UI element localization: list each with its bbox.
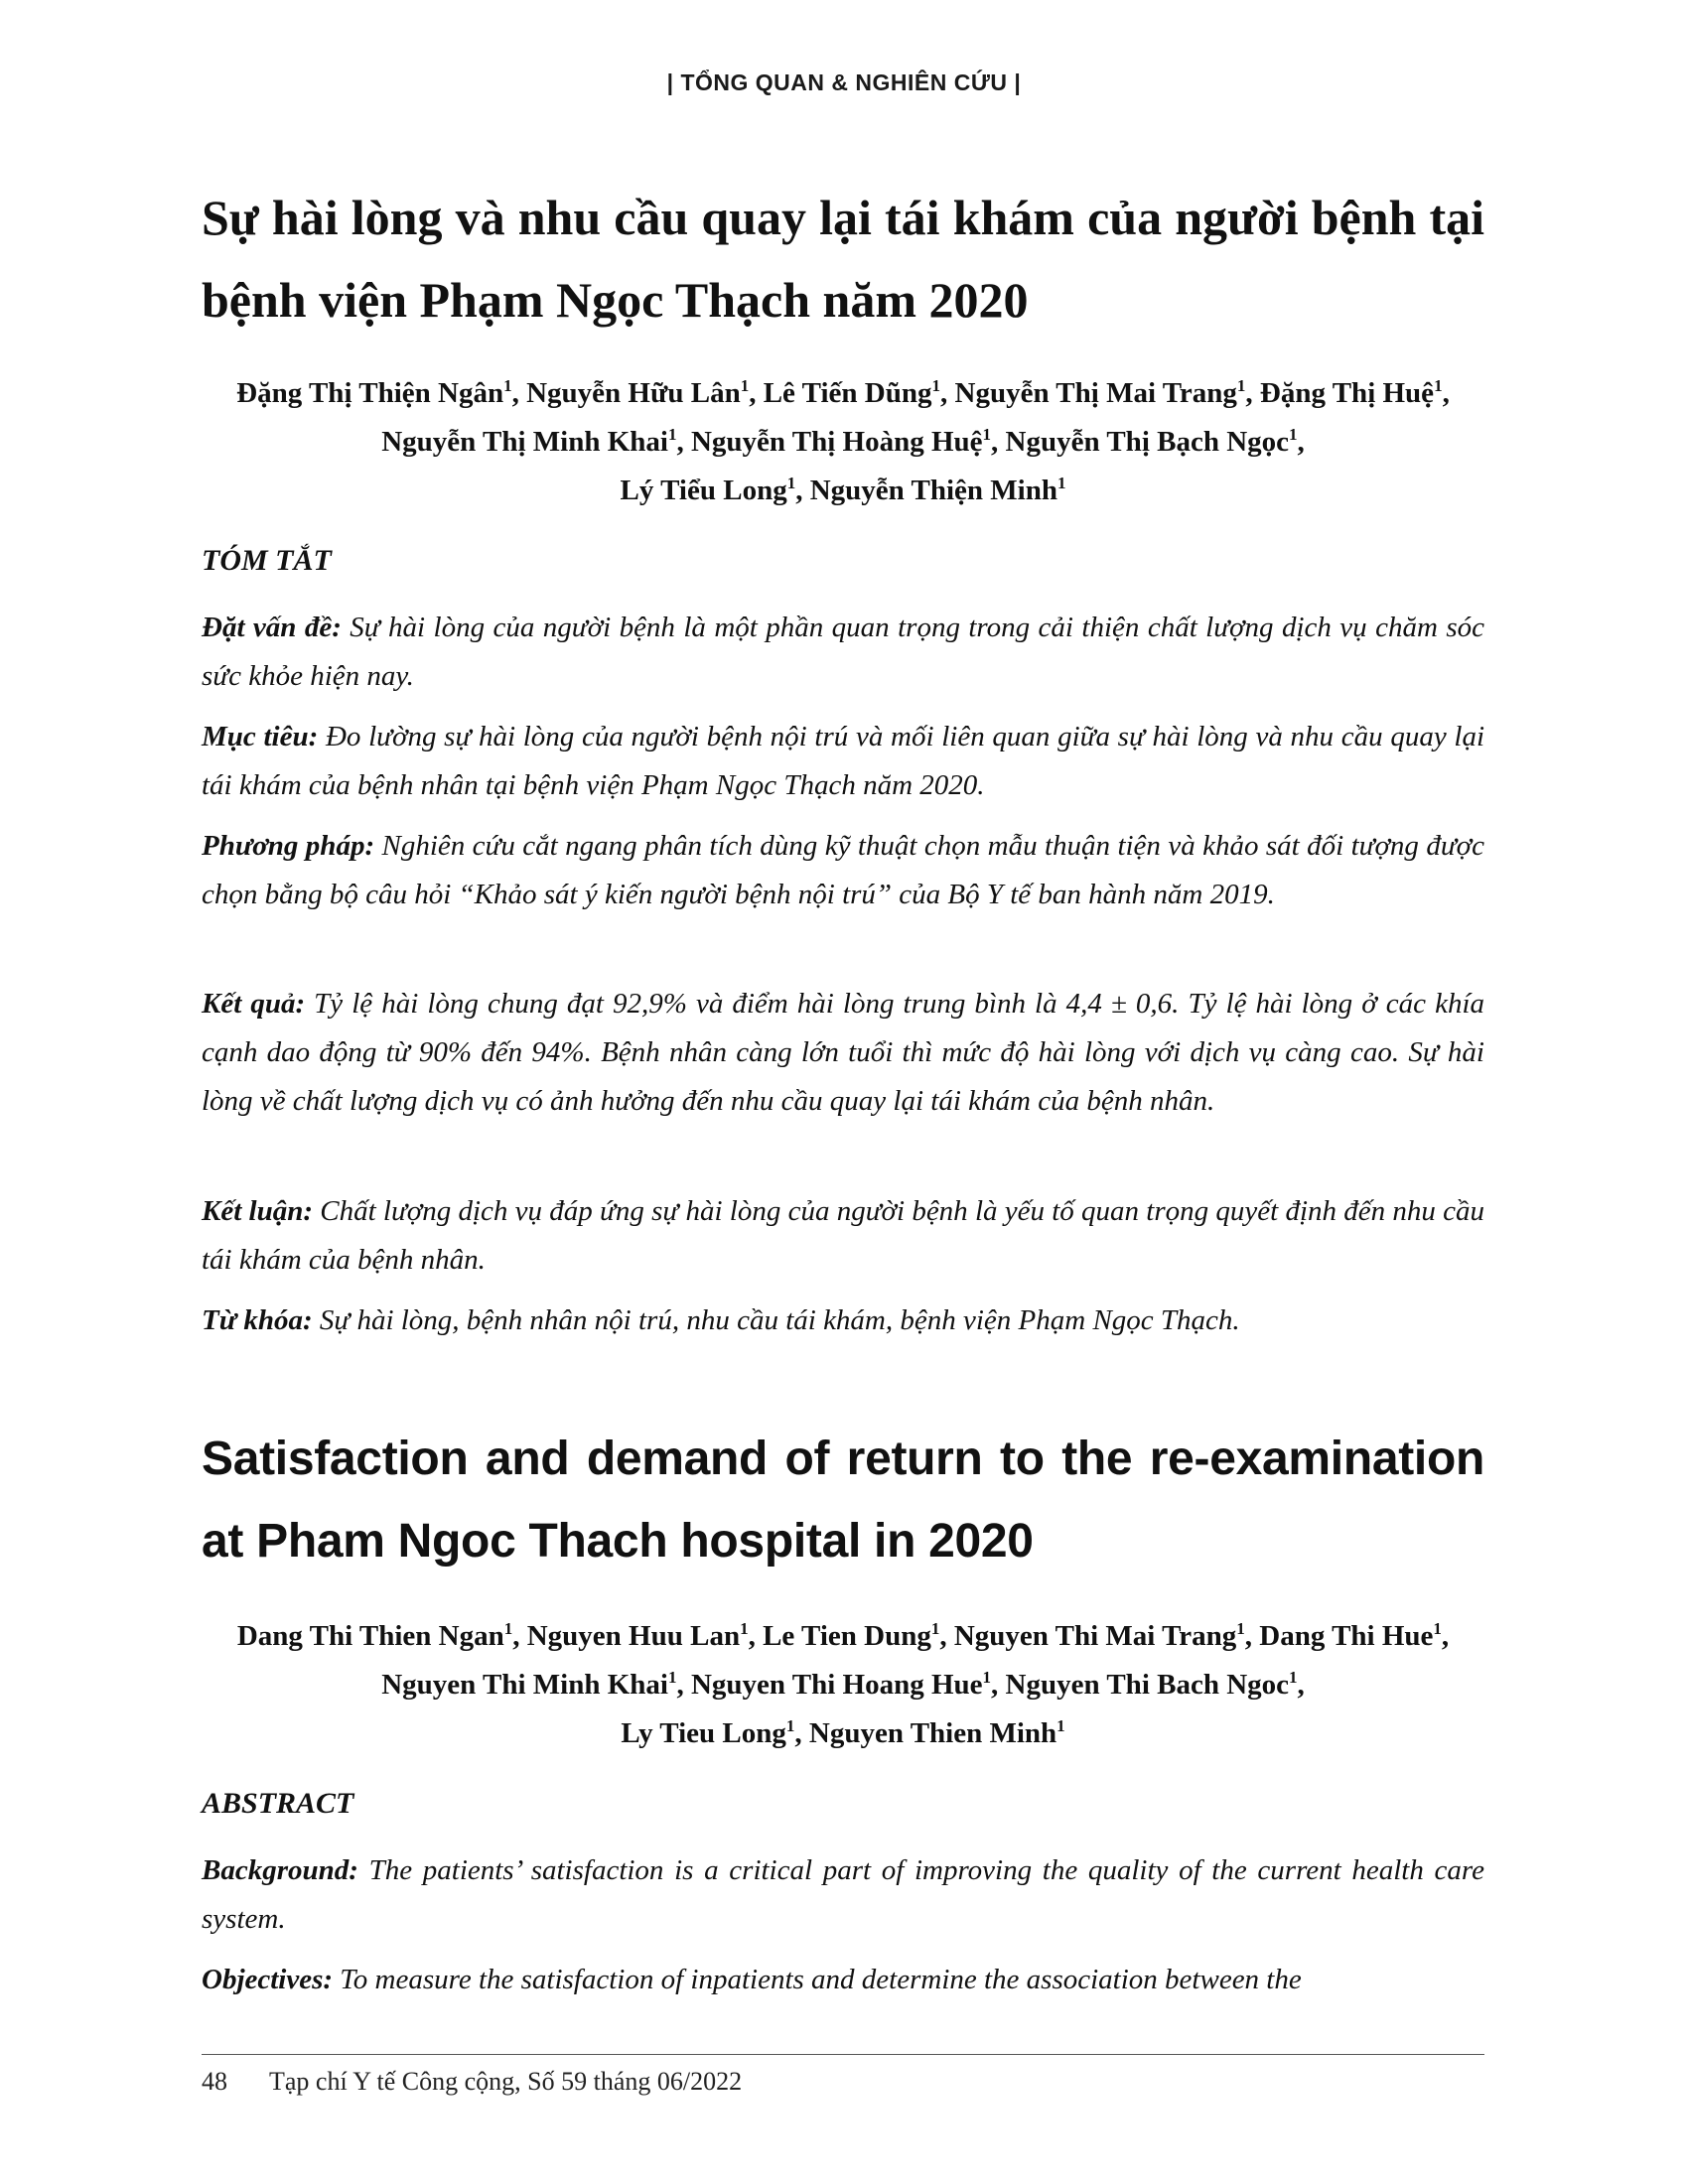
section-tag: | TỔNG QUAN & NGHIÊN CỨU | <box>666 69 1022 95</box>
abstract-heading-english: ABSTRACT <box>202 1787 354 1820</box>
author-name: Lý Tiểu Long <box>620 475 787 506</box>
author-name: Nguyễn Hữu Lân <box>526 377 741 409</box>
abstract-paragraph-objectives-en <box>202 1956 1484 2004</box>
affiliation-mark: 1 <box>1236 376 1246 395</box>
author-list-english: Dang Thi Thien Ngan$^1$, Nguyen Huu Lan$^1$, Le Tien Dung$^1$, Nguyen Thi Mai Trang$^1$, Dang Thi Hue$^1$, Nguyen Thi Minh Khai$^1$, Nguyen Thi Hoang Hue$^1$, Nguyen Thi Bach Ngoc$^1$, Ly Tieu Long$^1$, Nguyen Thien Minh$^1$ <box>236 1619 1450 1749</box>
abstract-paragraph-keywords-vi <box>202 1297 1484 1345</box>
paragraph-text: Chất lượng dịch vụ đáp ứng sự hài lòng của người bệnh là yếu tố quan trọng quyết định đến nhu cầu tái khám của bệnh nhân. <box>202 1195 1484 1276</box>
abstract-paragraph-background-en <box>202 1846 1484 1944</box>
author-name: Nguyen Thi Hoang Hue <box>690 1669 983 1701</box>
author-name: Nguyễn Thị Hoàng Huệ <box>690 426 983 458</box>
paragraph-label: Đặt vấn đề: <box>202 612 342 643</box>
paragraph-text: Sự hài lòng của người bệnh là một phần quan trọng trong cải thiện chất lượng dịch vụ chăm sóc sức khỏe hiện nay. <box>202 612 1484 692</box>
author-name: Đặng Thị Thiện Ngân <box>236 377 504 409</box>
affiliation-mark: 1 <box>1289 425 1298 444</box>
paragraph-text: Đo lường sự hài lòng của người bệnh nội trú và mối liên quan giữa sự hài lòng và nhu cầu quay lại tái khám của bệnh nhân tại bệnh viện Phạm Ngọc Thạch năm 2020. <box>202 721 1484 801</box>
affiliation-mark: 1 <box>1433 1619 1442 1638</box>
affiliation-mark: 1 <box>740 1619 749 1638</box>
author-name: Nguyen Thi Mai Trang <box>953 1620 1237 1652</box>
article-title-vietnamese: Sự hài lòng và nhu cầu quay lại tái khám của người bệnh tại bệnh viện Phạm Ngọc Thạch năm 2020 <box>202 190 1484 328</box>
paragraph-label: Kết luận: <box>202 1195 313 1227</box>
footer-divider <box>202 2054 1484 2055</box>
affiliation-mark: 1 <box>667 1668 677 1687</box>
abstract-heading-vietnamese: TÓM TẮT <box>202 544 332 577</box>
affiliation-mark: 1 <box>785 1716 795 1735</box>
author-name: Nguyen Huu Lan <box>526 1620 741 1652</box>
author-name: Nguyễn Thị Mai Trang <box>954 377 1237 409</box>
author-name: Dang Thi Hue <box>1259 1620 1434 1652</box>
author-name: Nguyễn Thiện Minh <box>809 475 1057 506</box>
author-name: Le Tien Dung <box>763 1620 931 1652</box>
author-name: Lê Tiến Dũng <box>763 377 932 409</box>
journal-citation: Tạp chí Y tế Công cộng, Số 59 tháng 06/2022 <box>269 2067 743 2096</box>
affiliation-mark: 1 <box>503 1619 513 1638</box>
article-title-english: Satisfaction and demand of return to the re-examination at Pham Ngoc Thach hospital in 2020 <box>202 1433 1484 1568</box>
author-name: Ly Tieu Long <box>621 1717 786 1749</box>
paragraph-text: Sự hài lòng, bệnh nhân nội trú, nhu cầu tái khám, bệnh viện Phạm Ngọc Thạch. <box>312 1304 1240 1336</box>
paragraph-text: Nghiên cứu cắt ngang phân tích dùng kỹ thuật chọn mẫu thuận tiện và khảo sát đối tượng được chọn bằng bộ câu hỏi “Khảo sát ý kiến người bệnh nội trú” của Bộ Y tế ban hành năm 2019. <box>202 830 1485 910</box>
paragraph-text: The patients’ satisfaction is a critical part of improving the quality of the current health care system. <box>202 1854 1484 1935</box>
affiliation-mark: 1 <box>503 376 512 395</box>
abstract-paragraph-background-vi <box>202 604 1484 701</box>
affiliation-mark: 1 <box>982 1668 992 1687</box>
paragraph-text: To measure the satisfaction of inpatients and determine the association between the <box>333 1964 1302 1995</box>
paragraph-label: Phương pháp: <box>202 830 375 862</box>
paragraph-label: Objectives: <box>202 1964 334 1995</box>
abstract-paragraph-methods-vi <box>202 822 1484 919</box>
affiliation-mark: 1 <box>1056 1716 1065 1735</box>
affiliation-mark: 1 <box>930 1619 940 1638</box>
author-name: Nguyen Thien Minh <box>808 1717 1057 1749</box>
author-name: Nguyen Thi Minh Khai <box>381 1669 668 1701</box>
page-number: 48 <box>202 2067 227 2096</box>
author-name: Đặng Thị Huệ <box>1259 377 1435 409</box>
affiliation-mark: 1 <box>740 376 750 395</box>
abstract-paragraph-conclusion-vi <box>202 1187 1484 1285</box>
paragraph-label: Mục tiêu: <box>202 721 319 752</box>
affiliation-mark: 1 <box>1434 376 1443 395</box>
paragraph-text: Tỷ lệ hài lòng chung đạt 92,9% và điểm hài lòng trung bình là 4,4 ± 0,6. Tỷ lệ hài lòng ở các khía cạnh dao động từ 90% đến 94%. Bệnh nhân càng lớn tuổi thì mức độ hài lòng với dịch vụ càng cao. Sự hài lòng về chất lượng dịch vụ có ảnh hưởng đến nhu cầu quay lại tái khám của bệnh nhân. <box>202 988 1484 1117</box>
affiliation-mark: 1 <box>1236 1619 1245 1638</box>
page-footer <box>202 2067 742 2097</box>
paragraph-label: Từ khóa: <box>202 1304 313 1336</box>
author-name: Nguyen Thi Bach Ngoc <box>1005 1669 1290 1701</box>
paragraph-label: Background: <box>202 1854 358 1886</box>
author-name: Dang Thi Thien Ngan <box>236 1620 504 1652</box>
affiliation-mark: 1 <box>1056 474 1066 492</box>
abstract-paragraph-objectives-vi <box>202 713 1484 810</box>
affiliation-mark: 1 <box>1289 1668 1298 1687</box>
paragraph-label: Kết quả: <box>202 988 306 1020</box>
affiliation-mark: 1 <box>931 376 940 395</box>
author-name: Nguyễn Thị Bạch Ngọc <box>1005 426 1290 458</box>
affiliation-mark: 1 <box>667 425 677 444</box>
author-name: Nguyễn Thị Minh Khai <box>381 426 668 458</box>
affiliation-mark: 1 <box>982 425 992 444</box>
abstract-paragraph-results-vi <box>202 980 1484 1126</box>
author-list-vietnamese: Đặng Thị Thiện Ngân$^1$, Nguyễn Hữu Lân$^1$, Lê Tiến Dũng$^1$, Nguyễn Thị Mai Trang$^1$, Đặng Thị Huệ$^1$, Nguyễn Thị Minh Khai$^1$, Nguyễn Thị Hoàng Huệ$^1$, Nguyễn Thị Bạch Ngọc$^1$, Lý Tiểu Long$^1$, Nguyễn Thiện Minh$^1$ <box>236 376 1450 506</box>
affiliation-mark: 1 <box>786 474 796 492</box>
